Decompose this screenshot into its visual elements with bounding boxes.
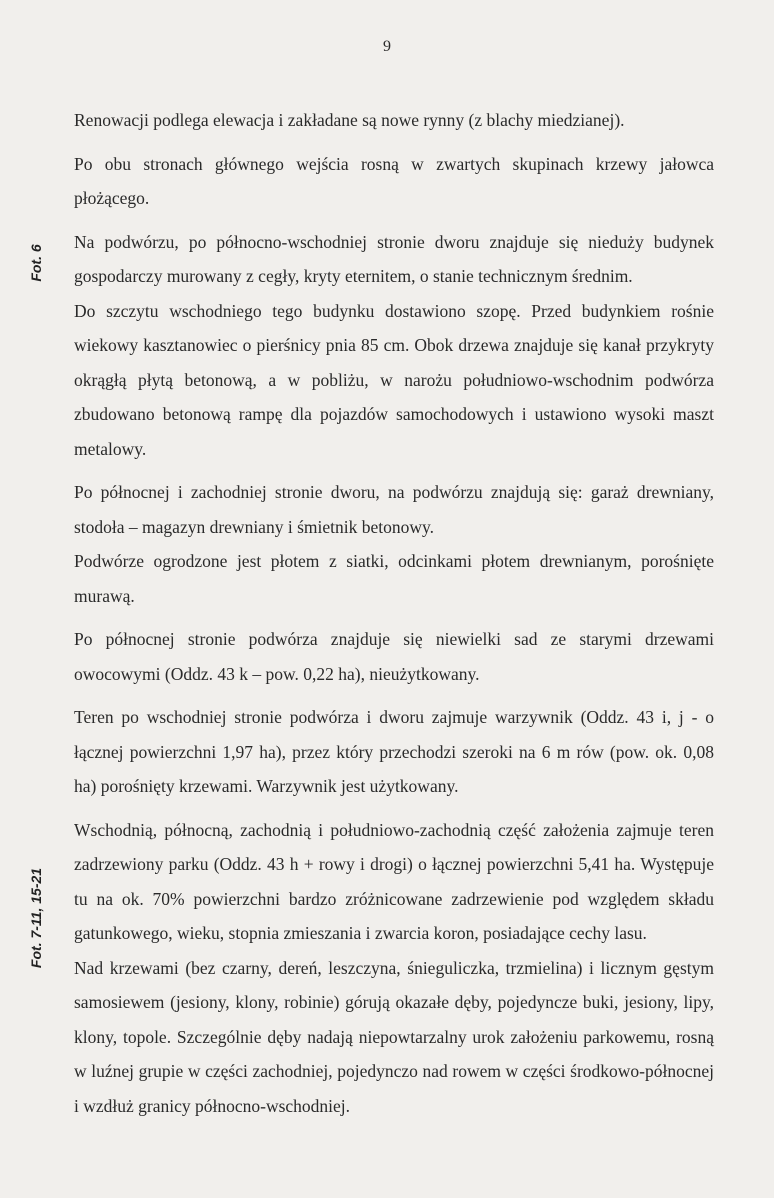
paragraph-1: Renowacji podlega elewacja i zakładane są nowe rynny (z blachy miedzianej).	[74, 110, 625, 130]
paragraph-5: Po północnej i zachodniej stronie dworu, na podwórzu znajdują się: garaż drewniany, stodoła – magazyn drewniany i śmietnik betonowy.	[74, 482, 714, 537]
document-body	[74, 103, 714, 1123]
paragraph-6: Podwórze ogrodzone jest płotem z siatki, odcinkami płotem drewnianym, porośnięte murawą.	[74, 551, 714, 606]
paragraph-4: Do szczytu wschodniego tego budynku dostawiono szopę. Przed budynkiem rośnie wiekowy kasztanowiec o pierśnicy pnia 85 cm. Obok drzewa znajduje się kanał przykryty okrągłą płytą betonową, a w pobliżu, w narożu południowo-wschodnim podwórza zbudowano betonową rampę dla pojazdów samochodowych i ustawiono wysoki maszt metalowy.	[74, 300, 714, 459]
paragraph-2: Po obu stronach głównego wejścia rosną w zwartych skupinach krzewy jałowca płożącego.	[74, 153, 714, 208]
paragraph-3: Na podwórzu, po północno-wschodniej stronie dworu znajduje się nieduży budynek gospodarczy murowany z cegły, kryty eternitem, o stanie technicznym średnim.	[74, 231, 714, 286]
page-number: 9	[383, 38, 391, 55]
paragraph-8: Teren po wschodniej stronie podwórza i dworu zajmuje warzywnik (Oddz. 43 i, j - o łącznej powierzchni 1,97 ha), przez który przechodzi szeroki na 6 m rów (pow. ok. 0,08 ha) porośnięty krzewami. Warzywnik jest użytkowany.	[74, 707, 714, 796]
paragraph-10: Nad krzewami (bez czarny, dereń, leszczyna, śnieguliczka, trzmielina) i licznym gęstym samosiewem (jesiony, klony, robinie) górują okazałe dęby, pojedyncze buki, jesiony, lipy, klony, topole. Szczególnie dęby nadają niepowtarzalny urok założeniu parkowemu, rosną w luźnej grupie w części zachodniej, pojedynczo nad rowem w części środkowo-północnej i wzdłuż granicy północno-wschodniej.	[74, 957, 714, 1116]
paragraph-7: Po północnej stronie podwórza znajduje się niewielki sad ze starymi drzewami owocowymi (Oddz. 43 k – pow. 0,22 ha), nieużytkowany.	[74, 629, 714, 684]
paragraph-9: Wschodnią, północną, zachodnią i południowo-zachodnią część założenia zajmuje teren zadrzewiony parku (Oddz. 43 h + rowy i drogi) o łącznej powierzchni 5,41 ha. Występuje tu na ok. 70% powierzchni bardzo zróżnicowane zadrzewienie pod względem składu gatunkowego, wieku, stopnia zmieszania i zwarcia koron, posiadające cechy lasu.	[74, 819, 714, 943]
side-label-fot7: Fot. 7-11, 15-21	[28, 867, 44, 969]
side-label-fot6: Fot. 6	[28, 244, 44, 282]
